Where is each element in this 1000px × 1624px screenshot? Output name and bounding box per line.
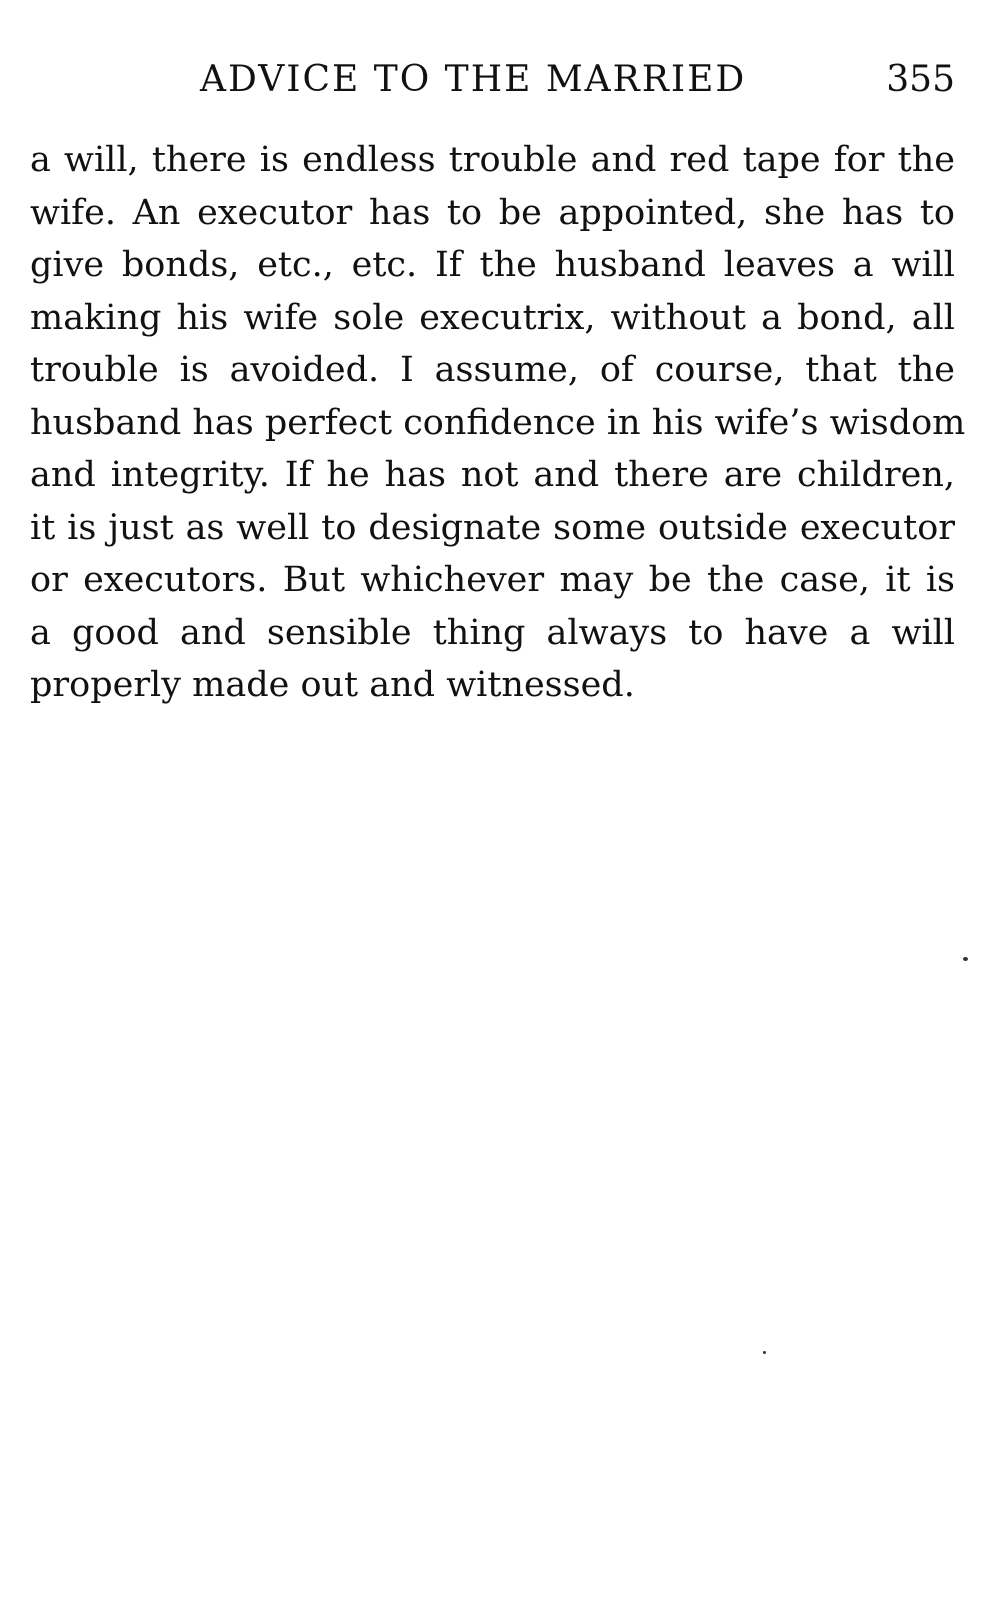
text-line: or executors. But whichever may be the case, it is <box>30 560 955 600</box>
scan-speck <box>963 957 968 961</box>
scan-speck <box>763 1351 766 1354</box>
text-line: a will, there is endless trouble and red tape for the <box>30 140 955 180</box>
text-line: it is just as well to designate some outside executor <box>30 507 955 548</box>
running-title: ADVICE TO THE MARRIED <box>200 59 747 100</box>
text-line: trouble is avoided. I assume, of course, that the <box>30 350 955 390</box>
text-line: and integrity. If he has not and there are children, <box>30 455 955 495</box>
running-head <box>30 50 955 110</box>
text-line: wife. An executor has to be appointed, she has to <box>30 192 955 233</box>
text-line: a good and sensible thing always to have a will <box>30 612 955 653</box>
text-line: making his wife sole executrix, without a bond, all <box>30 297 955 338</box>
text-line: give bonds, etc., etc. If the husband leaves a will <box>30 245 955 285</box>
body-paragraph <box>30 134 966 712</box>
text-line-last: properly made out and witnessed. <box>30 665 635 705</box>
text-line: husband has perfect confidence in his wife’s wisdom <box>30 402 966 443</box>
page-number: 355 <box>886 59 955 100</box>
